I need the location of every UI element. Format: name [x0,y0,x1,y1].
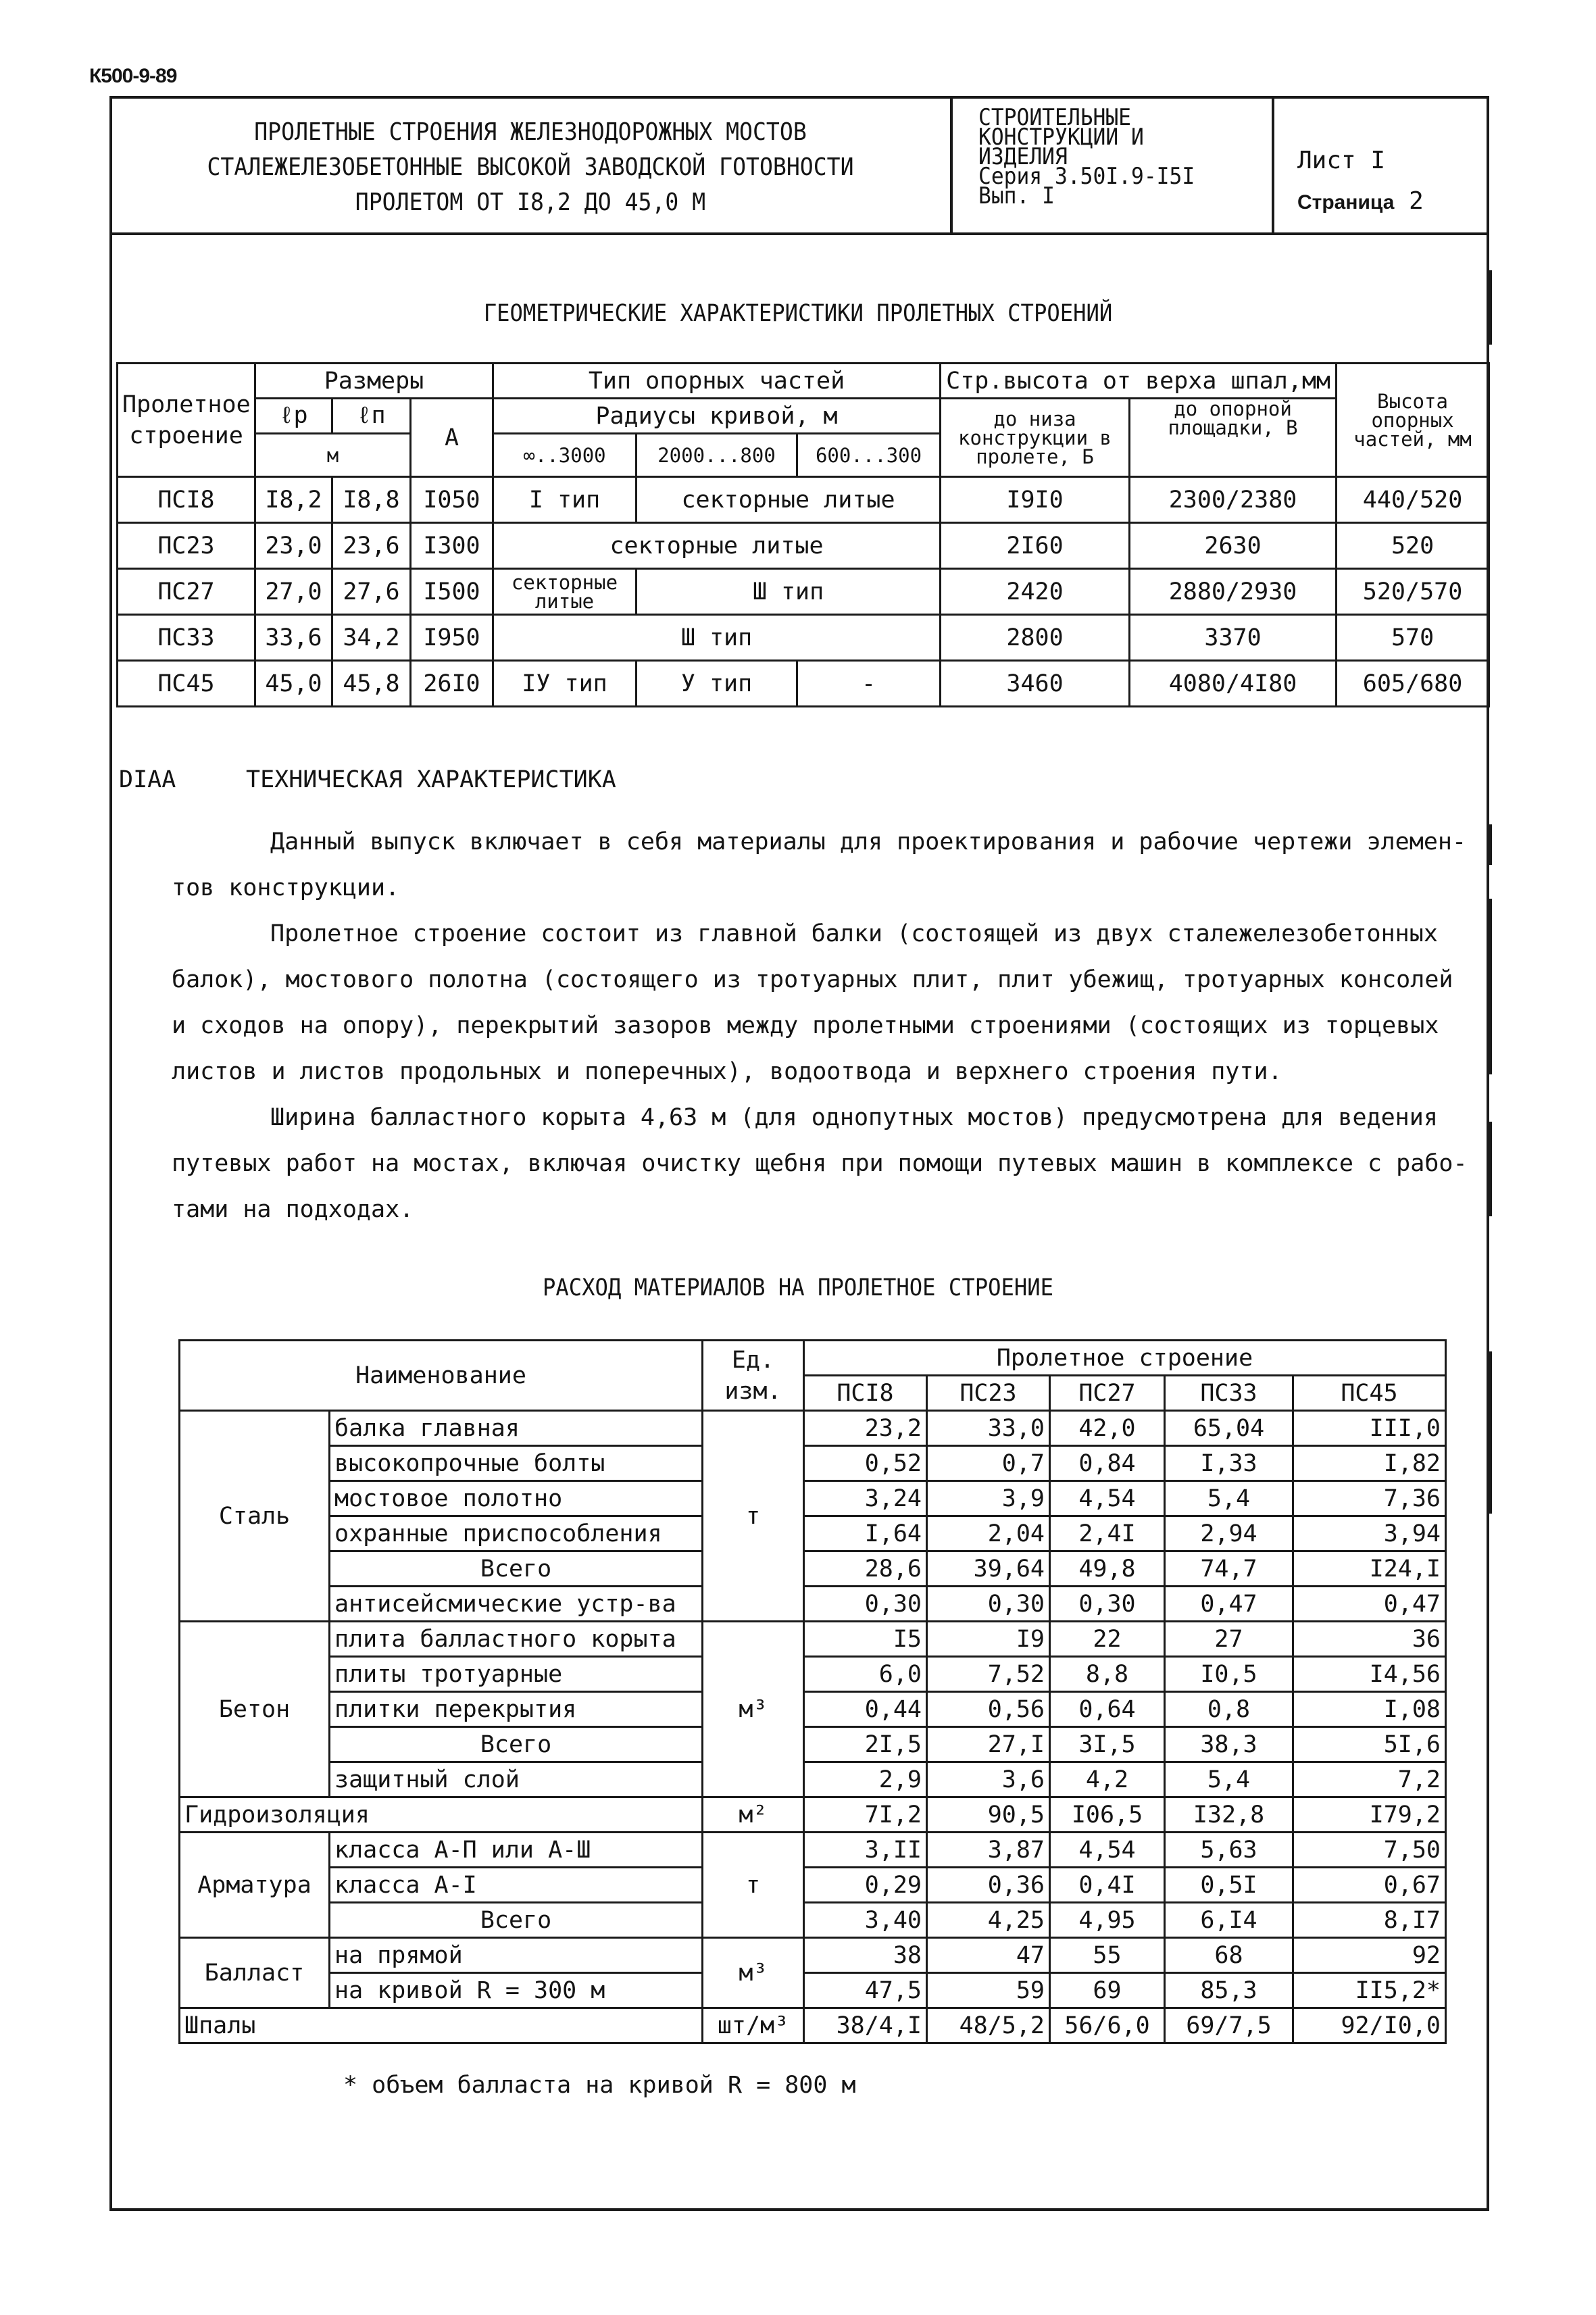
cell: У тип [637,661,797,707]
unit: м³ [703,1938,804,2008]
cell: I050 [411,477,493,523]
cell: I9 [927,1622,1050,1657]
cell: 90,5 [927,1797,1050,1833]
table-row [180,1411,1446,1446]
group-label: Балласт [180,1938,330,2008]
cell: I,33 [1165,1446,1293,1481]
table-row [118,477,1489,523]
cell: II5,2* [1293,1973,1446,2008]
cell: 6,0 [804,1657,927,1692]
row-label: мостовое полотно [330,1481,703,1516]
cell: 26I0 [411,661,493,707]
cell: 2800 [941,615,1130,661]
cell: 3,40 [804,1903,927,1938]
cell: 3370 [1130,615,1337,661]
cell: 520 [1337,523,1489,569]
cell: I79,2 [1293,1797,1446,1833]
section-code: DIAA [119,766,176,793]
table-row [180,1692,1446,1727]
cell: 74,7 [1165,1551,1293,1587]
cell: 34,2 [332,615,411,661]
cell: 48/5,2 [927,2008,1050,2043]
row-label: Всего [330,1551,703,1587]
section-title: ТЕХНИЧЕСКАЯ ХАРАКТЕРИСТИКА [246,766,616,793]
cell: 23,2 [804,1411,927,1446]
sheet-block [1297,141,1424,223]
cell: I4,56 [1293,1657,1446,1692]
cell: 5,4 [1165,1481,1293,1516]
col-header: Радиусы кривой, м [493,399,941,434]
table-row [180,1622,1446,1657]
row-label: плитки перекрытия [330,1692,703,1727]
group-label: Сталь [180,1411,330,1622]
cell: 0,29 [804,1868,927,1903]
cell: 3,II [804,1833,927,1868]
cell: I,82 [1293,1446,1446,1481]
title-line: ПРОЛЕТНЫЕ СТРОЕНИЯ ЖЕЛЕЗНОДОРОЖНЫХ МОСТОВ [254,118,807,146]
table-row [180,1657,1446,1692]
cell: 5,4 [1165,1762,1293,1797]
cell: 27,0 [255,569,332,615]
cell: 85,3 [1165,1973,1293,2008]
page-number: 2 [1409,187,1424,215]
cell: I500 [411,569,493,615]
cell: ПСI8 [118,477,255,523]
cell: 0,47 [1165,1587,1293,1622]
document-code: К500-9-89 [89,65,177,87]
cell: 23,6 [332,523,411,569]
paragraph-line: и сходов на опору), перекрытий зазоров между пролетными строениями (состоящих из торцевых [172,1012,1439,1039]
title-divider [1272,96,1274,235]
table-row [180,1973,1446,2008]
unit: м³ [703,1622,804,1797]
row-label: Всего [330,1903,703,1938]
cell: 3I,5 [1050,1727,1165,1762]
table-row [180,1903,1446,1938]
cell: 7,50 [1293,1833,1446,1868]
col-header: А [411,399,493,477]
cell: 0,56 [927,1692,1050,1727]
group-label: Арматура [180,1833,330,1938]
row-label: балка главная [330,1411,703,1446]
cell: ПС33 [118,615,255,661]
table-row [180,1938,1446,1973]
cell: I0,5 [1165,1657,1293,1692]
cell: 69/7,5 [1165,2008,1293,2043]
cell: 7,2 [1293,1762,1446,1797]
cell: 68 [1165,1938,1293,1973]
cell: 7,52 [927,1657,1050,1692]
document-title [154,115,906,220]
col-header: ПС45 [1293,1376,1446,1411]
col-header: Высота опорных частей, мм [1337,364,1489,477]
cell: 4,54 [1050,1481,1165,1516]
cell: 38/4,I [804,2008,927,2043]
cell: 38,3 [1165,1727,1293,1762]
cell: 6,I4 [1165,1903,1293,1938]
geometry-heading: ГЕОМЕТРИЧЕСКИЕ ХАРАКТЕРИСТИКИ ПРОЛЕТНЫХ СТРОЕНИЙ [483,300,1113,327]
cell: 4080/4I80 [1130,661,1337,707]
table-row [118,615,1489,661]
cell: ПС23 [118,523,255,569]
sheet-label: Лист I [1297,147,1386,174]
table-row [180,1551,1446,1587]
cell: 92 [1293,1938,1446,1973]
cell: 3,9 [927,1481,1050,1516]
cell: 8,I7 [1293,1903,1446,1938]
table-row [180,1833,1446,1868]
cell: 47,5 [804,1973,927,2008]
cell: 605/680 [1337,661,1489,707]
cell: 38 [804,1938,927,1973]
row-label: класса А-П или А-Ш [330,1833,703,1868]
cell: 0,64 [1050,1692,1165,1727]
cell: 27,6 [332,569,411,615]
col-header: Тип опорных частей [493,364,941,399]
cell: I950 [411,615,493,661]
cell: 36 [1293,1622,1446,1657]
cell: I,08 [1293,1692,1446,1727]
cell: 2420 [941,569,1130,615]
col-header: Стр.высота от верха шпал,мм [941,364,1337,399]
table-row [180,1868,1446,1903]
paragraph-line: листов и листов продольных и поперечных), водоотвода и верхнего строения пути. [172,1058,1282,1085]
cell: I32,8 [1165,1797,1293,1833]
cell: 0,47 [1293,1587,1446,1622]
cell: 4,95 [1050,1903,1165,1938]
cell: 0,67 [1293,1868,1446,1903]
row-label: плиты тротуарные [330,1657,703,1692]
cell: 2,04 [927,1516,1050,1551]
col-header: Наименование [180,1341,703,1411]
cell: 5,63 [1165,1833,1293,1868]
cell: 0,4I [1050,1868,1165,1903]
cell: 3,24 [804,1481,927,1516]
cell: I8,2 [255,477,332,523]
cell: 2630 [1130,523,1337,569]
col-header: до низа конструкции в пролете, Б [941,399,1130,477]
table-row [180,1762,1446,1797]
cell: 27,I [927,1727,1050,1762]
cell: 2I,5 [804,1727,927,1762]
table-row [180,1446,1446,1481]
row-label: плита балластного корыта [330,1622,703,1657]
table-row [180,1587,1446,1622]
row-label: Всего [330,1727,703,1762]
cell: 0,30 [927,1587,1050,1622]
cell: ПС45 [118,661,255,707]
cell: 2880/2930 [1130,569,1337,615]
cell: секторные литые [493,523,941,569]
cell: ПС27 [118,569,255,615]
col-header: ПС27 [1050,1376,1165,1411]
cell: 33,0 [927,1411,1050,1446]
col-header: ПС33 [1165,1376,1293,1411]
col-header: Пролетное строение [118,364,255,477]
cell: 55 [1050,1938,1165,1973]
paragraph-line: путевых работ на мостах, включая очистку щебня при помощи путевых машин в комплексе с рабо- [172,1150,1468,1177]
cell: 5I,6 [1293,1727,1446,1762]
col-header: ПС23 [927,1376,1050,1411]
col-header: Размеры [255,364,493,399]
cell: 570 [1337,615,1489,661]
row-label: Гидроизоляция [180,1797,703,1833]
cell: 0,84 [1050,1446,1165,1481]
paragraph-line: Данный выпуск включает в себя материалы для проектирования и рабочие чертежи элемен- [270,828,1467,855]
cell: 2,94 [1165,1516,1293,1551]
series-line: Серия 3.50I.9-I5I [978,163,1195,190]
unit: м² [703,1797,804,1833]
cell: 8,8 [1050,1657,1165,1692]
series-line: Вып. I [978,182,1055,209]
cell: 3,6 [927,1762,1050,1797]
unit: т [703,1411,804,1622]
col-header: Ед. изм. [703,1341,804,1411]
cell: 47 [927,1938,1050,1973]
cell: I300 [411,523,493,569]
cell: 65,04 [1165,1411,1293,1446]
row-label: охранные приспособления [330,1516,703,1551]
cell: 39,64 [927,1551,1050,1587]
unit: шт/м³ [703,2008,804,2043]
row-label: на прямой [330,1938,703,1973]
table-row [180,2008,1446,2043]
col-header: ℓр [255,399,332,434]
cell: 45,0 [255,661,332,707]
title-line: ПРОЛЕТОМ ОТ I8,2 ДО 45,0 М [355,189,706,216]
cell: I24,I [1293,1551,1446,1587]
cell: I8,8 [332,477,411,523]
cell: 3460 [941,661,1130,707]
col-header: до опорной площадки, В [1130,399,1337,477]
materials-table [178,1339,1447,2044]
cell: 0,30 [1050,1587,1165,1622]
series-line: СТРОИТЕЛЬНЫЕ [978,104,1131,131]
cell: 4,2 [1050,1762,1165,1797]
row-label: высокопрочные болты [330,1446,703,1481]
table-row [180,1797,1446,1833]
cell: 22 [1050,1622,1165,1657]
cell: Ш тип [493,615,941,661]
cell: - [797,661,941,707]
cell: 520/570 [1337,569,1489,615]
cell: 7I,2 [804,1797,927,1833]
paragraph-line: Ширина балластного корыта 4,63 м (для однопутных мостов) предусмотрена для ведения [270,1104,1438,1131]
cell: секторные литые [493,569,637,615]
page-info [1297,181,1424,223]
cell: I9I0 [941,477,1130,523]
cell: 3,94 [1293,1516,1446,1551]
radius-range: 600...300 [797,434,941,477]
cell: 0,44 [804,1692,927,1727]
cell: 92/I0,0 [1293,2008,1446,2043]
table-row [118,523,1489,569]
col-header: Пролетное строение [804,1341,1446,1376]
margin-mark [1489,1351,1492,1514]
table-row [118,569,1489,615]
page-label: Страница [1297,191,1395,214]
row-label: защитный слой [330,1762,703,1797]
materials-heading: РАСХОД МАТЕРИАЛОВ НА ПРОЛЕТНОЕ СТРОЕНИЕ [542,1274,1054,1301]
unit: т [703,1833,804,1938]
cell: 0,36 [927,1868,1050,1903]
col-header: ℓп [332,399,411,434]
cell: 42,0 [1050,1411,1165,1446]
cell: 2I60 [941,523,1130,569]
cell: 23,0 [255,523,332,569]
col-header: м [255,434,411,477]
series-line: ИЗДЕЛИЯ [978,143,1068,170]
cell: 3,87 [927,1833,1050,1868]
cell: IУ тип [493,661,637,707]
cell: Ш тип [637,569,941,615]
table-row [180,1516,1446,1551]
series-line: КОНСТРУКЦИИ И [978,124,1144,151]
cell: 440/520 [1337,477,1489,523]
title-divider [950,96,953,235]
cell: 7,36 [1293,1481,1446,1516]
cell: 69 [1050,1973,1165,2008]
series-block [978,104,1195,209]
footnote: * объем балласта на кривой R = 800 м [343,2072,856,2099]
cell: 59 [927,1973,1050,2008]
cell: секторные литые [637,477,941,523]
cell: I,64 [804,1516,927,1551]
cell: 27 [1165,1622,1293,1657]
cell: 2,9 [804,1762,927,1797]
title-line: СТАЛЕЖЕЛЕЗОБЕТОННЫЕ ВЫСОКОЙ ЗАВОДСКОЙ ГОТОВНОСТИ [207,153,854,181]
radius-range: 2000...800 [637,434,797,477]
cell: 0,8 [1165,1692,1293,1727]
geometry-table [116,362,1490,707]
paragraph-line: тов конструкции. [172,874,400,901]
table-row [180,1727,1446,1762]
table-row [118,661,1489,707]
cell: 0,30 [804,1587,927,1622]
cell: I5 [804,1622,927,1657]
group-label: Бетон [180,1622,330,1797]
cell: 28,6 [804,1551,927,1587]
table-row [180,1481,1446,1516]
paragraph-line: балок), мостового полотна (состоящего из тротуарных плит, плит убежищ, тротуарных консолей [172,966,1453,993]
cell: 4,25 [927,1903,1050,1938]
cell: 0,5I [1165,1868,1293,1903]
paragraph-line: тами на подходах. [172,1196,414,1223]
cell: 45,8 [332,661,411,707]
cell: 2300/2380 [1130,477,1337,523]
paragraph-line: Пролетное строение состоит из главной балки (состоящей из двух сталежелезобетонных [270,920,1438,947]
cell: 56/6,0 [1050,2008,1165,2043]
col-header: ПСI8 [804,1376,927,1411]
cell: 0,52 [804,1446,927,1481]
cell: 4,54 [1050,1833,1165,1868]
row-label: Шпалы [180,2008,703,2043]
row-label: антисейсмические устр-ва [330,1587,703,1622]
cell: I06,5 [1050,1797,1165,1833]
row-label: класса А-I [330,1868,703,1903]
radius-range: ∞..3000 [493,434,637,477]
cell: III,0 [1293,1411,1446,1446]
cell: 49,8 [1050,1551,1165,1587]
cell: 0,7 [927,1446,1050,1481]
cell: 33,6 [255,615,332,661]
cell: I тип [493,477,637,523]
row-label: на кривой R = 300 м [330,1973,703,2008]
cell: 2,4I [1050,1516,1165,1551]
